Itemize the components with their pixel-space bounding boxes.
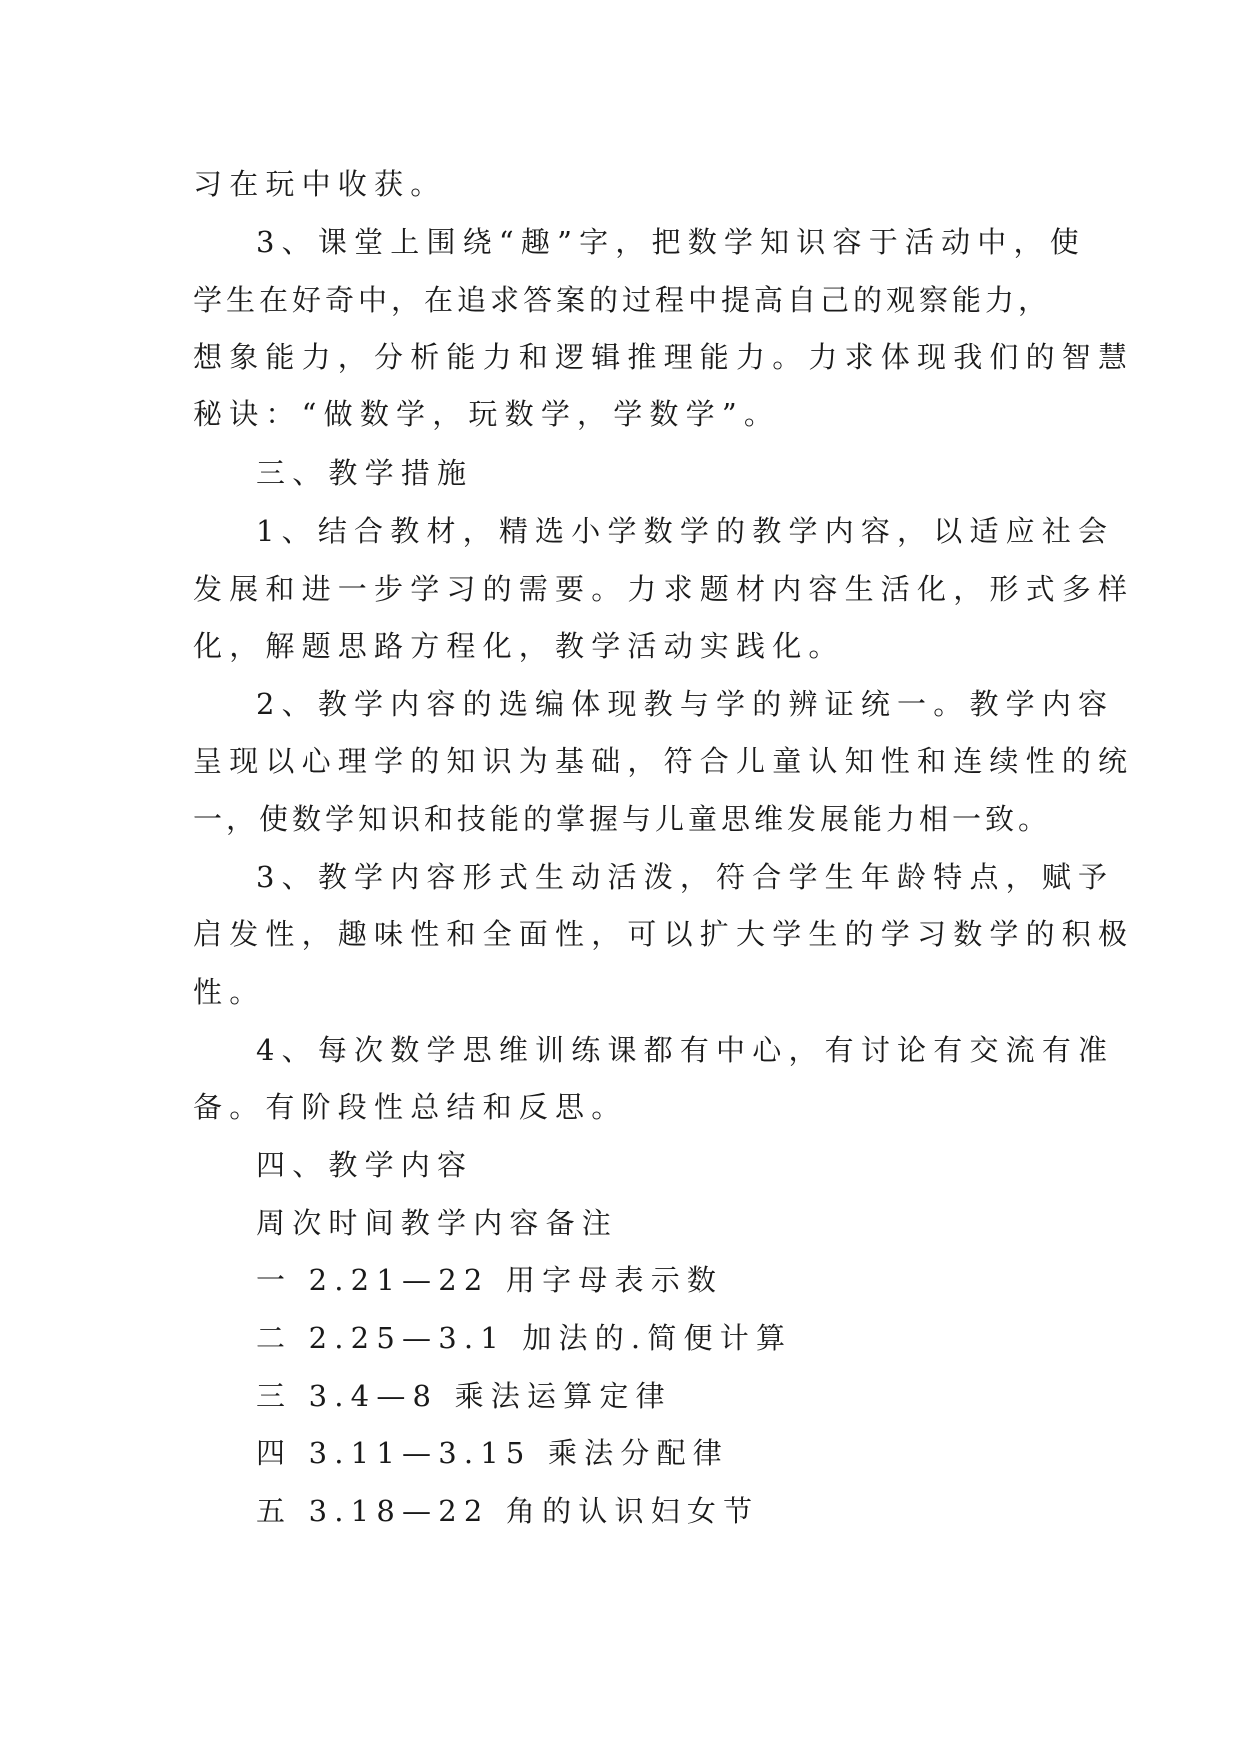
schedule-row: 四 3.11—3.15 乘法分配律 <box>256 1436 729 1470</box>
paragraph-line: 呈现以心理学的知识为基础，符合儿童认知性和连续性的统 <box>193 744 1135 778</box>
schedule-header: 周次时间教学内容备注 <box>256 1206 619 1240</box>
paragraph-line: 2、教学内容的选编体现教与学的辨证统一。教学内容 <box>256 687 1115 721</box>
paragraph-line: 性。 <box>193 975 266 1009</box>
paragraph-line: 习在玩中收获。 <box>193 167 447 201</box>
paragraph-line: 想象能力，分析能力和逻辑推理能力。力求体现我们的智慧 <box>193 340 1135 374</box>
paragraph-line: 3、教学内容形式生动活泼，符合学生年龄特点，赋予 <box>256 860 1115 894</box>
paragraph-line: 1、结合教材，精选小学数学的教学内容，以适应社会 <box>256 514 1115 548</box>
section-heading: 三、教学措施 <box>256 456 474 490</box>
paragraph-line: 4、每次数学思维训练课都有中心，有讨论有交流有准 <box>256 1033 1115 1067</box>
paragraph-line: 学生在好奇中，在追求答案的过程中提高自己的观察能力， <box>193 283 1052 317</box>
paragraph-line: 启发性，趣味性和全面性，可以扩大学生的学习数学的积极 <box>193 917 1135 951</box>
paragraph-line: 备。有阶段性总结和反思。 <box>193 1090 628 1124</box>
paragraph-line: 发展和进一步学习的需要。力求题材内容生活化，形式多样 <box>193 572 1135 606</box>
paragraph-line: 秘诀：“做数学，玩数学，学数学”。 <box>193 397 781 431</box>
section-heading: 四、教学内容 <box>256 1148 474 1182</box>
paragraph-line: 一，使数学知识和技能的掌握与儿童思维发展能力相一致。 <box>193 802 1052 836</box>
schedule-row: 一 2.21—22 用字母表示数 <box>256 1263 724 1297</box>
schedule-row: 三 3.4—8 乘法运算定律 <box>256 1379 672 1413</box>
paragraph-line: 化，解题思路方程化，教学活动实践化。 <box>193 629 845 663</box>
schedule-row: 二 2.25—3.1 加法的.简便计算 <box>256 1321 793 1355</box>
schedule-row: 五 3.18—22 角的认识妇女节 <box>256 1494 760 1528</box>
paragraph-line: 3、课堂上围绕“趣”字，把数学知识容于活动中，使 <box>256 225 1086 259</box>
